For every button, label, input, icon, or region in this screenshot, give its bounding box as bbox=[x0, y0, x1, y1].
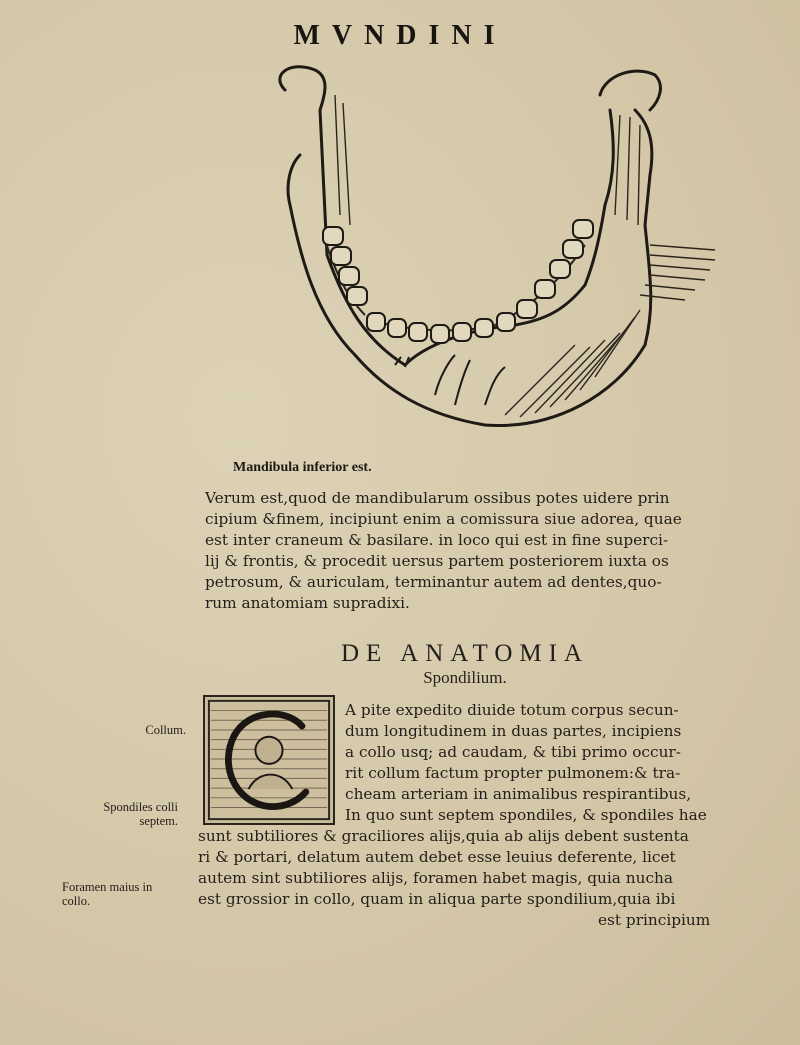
decorated-initial-illustration bbox=[203, 695, 335, 825]
running-head: MVNDINI bbox=[293, 20, 507, 51]
paragraph-line: petrosum, & auriculam, terminantur autem ad dentes,quo- bbox=[205, 573, 662, 591]
margin-note-line: collo. bbox=[62, 894, 91, 908]
margin-note-foramen bbox=[62, 880, 172, 908]
margin-note-spondiles bbox=[78, 800, 178, 828]
paragraph-line: sunt subtiliores & graciliores alijs,quia ab alijs debent sustenta bbox=[198, 827, 689, 845]
paragraph-line: dum longitudinem in duas partes, incipiens bbox=[345, 722, 682, 740]
margin-note-collum: Collum. bbox=[145, 723, 186, 737]
paragraph-line: cipium &finem, incipiunt enim a comissura siue adorea, quae bbox=[205, 510, 682, 528]
paragraph-line: est principium bbox=[598, 911, 711, 929]
paragraph-line: Verum est,quod de mandibularum ossibus potes uidere prin bbox=[205, 489, 670, 507]
mandible-woodcut-figure bbox=[255, 55, 725, 450]
paragraph-line: est grossior in collo, quam in aliqua parte spondilium,quia ibi bbox=[198, 890, 676, 908]
paragraph-line: a collo usq; ad caudam, & tibi primo occur- bbox=[345, 743, 681, 761]
margin-note-line: Foramen maius in bbox=[62, 880, 153, 894]
section-heading: DE ANATOMIA bbox=[340, 640, 590, 667]
paragraph-mandible-text bbox=[205, 488, 765, 614]
section-subheading: Spondilium. bbox=[423, 668, 507, 687]
paragraph-line: lij & frontis, & procedit uersus partem posteriorem iuxta os bbox=[205, 552, 669, 570]
paragraph-line: est inter craneum & basilare. in loco qui est in fine superci- bbox=[205, 531, 669, 549]
paragraph-line: In quo sunt septem spondiles, & spondiles hae bbox=[345, 806, 707, 824]
paragraph-line: rit collum factum propter pulmonem:& tra- bbox=[345, 764, 681, 782]
paragraph-line: A pite expedito diuide totum corpus secun- bbox=[345, 701, 679, 719]
paragraph-line: autem sint subtiliores alijs, foramen habet magis, quia nucha bbox=[198, 869, 674, 887]
paragraph-line: rum anatomiam supradixi. bbox=[205, 594, 410, 612]
margin-note-line: septem. bbox=[139, 814, 178, 828]
paragraph-spine-text bbox=[345, 700, 765, 826]
paragraph-line: cheam arteriam in animalibus respirantibus, bbox=[345, 785, 692, 803]
paragraph-line: ri & portari, delatum autem debet esse leuius deferente, licet bbox=[198, 848, 676, 866]
figure-caption: Mandibula inferior est. bbox=[233, 460, 372, 475]
paragraph-spine-text-continued bbox=[198, 826, 768, 931]
margin-note-line: Spondiles colli bbox=[103, 800, 178, 814]
